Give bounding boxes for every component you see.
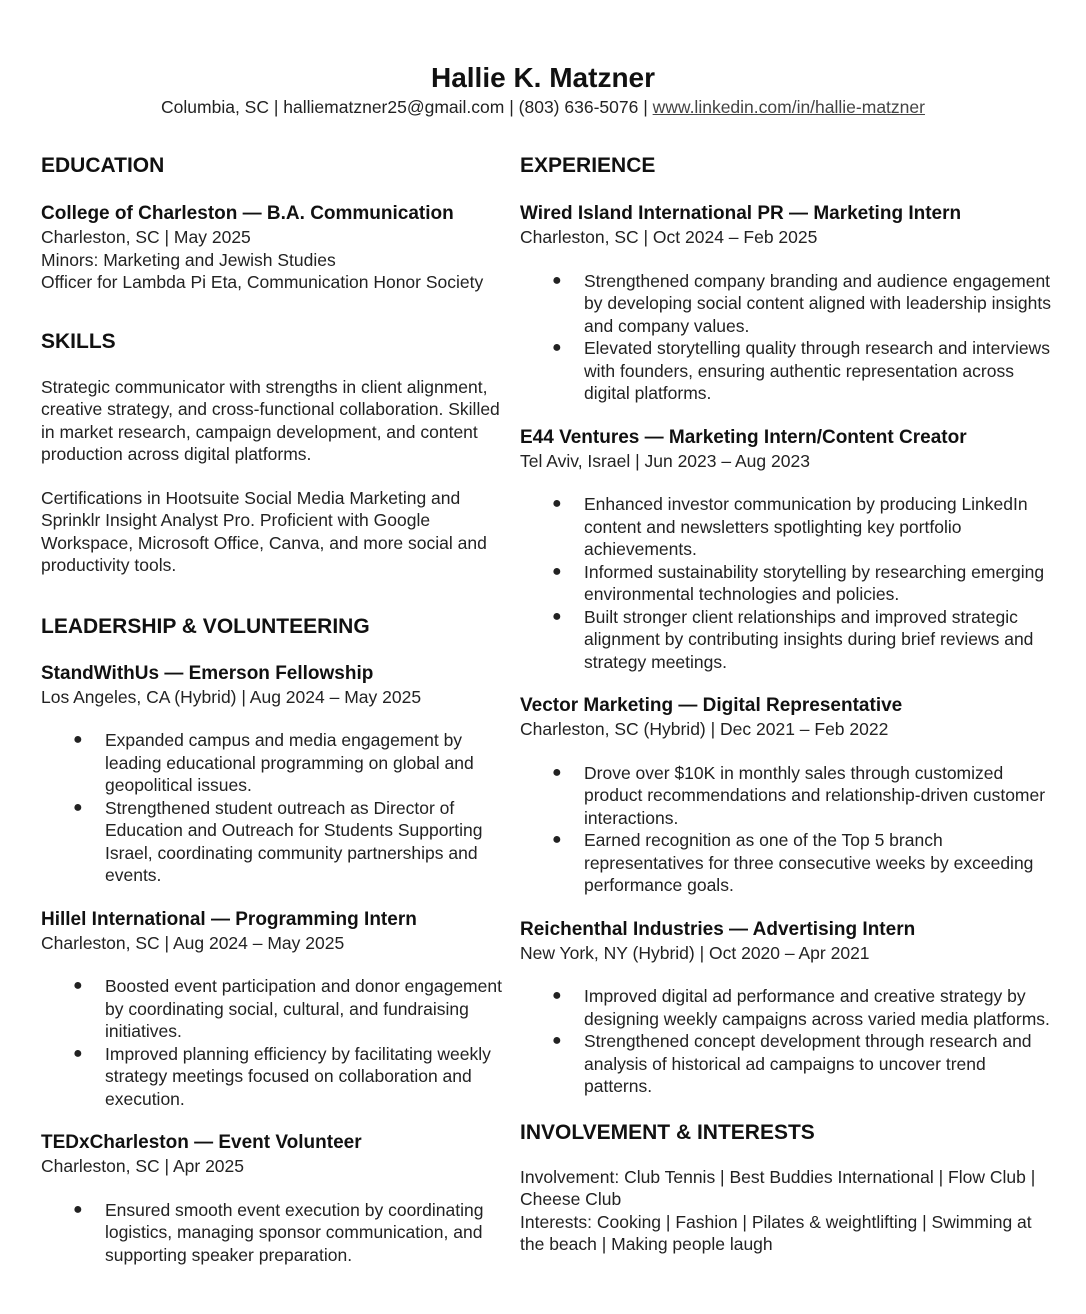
entry-title: Vector Marketing — Digital Representative: [520, 695, 903, 716]
contact-separator: |: [273, 97, 279, 117]
entry-meta: New York, NY (Hybrid) | Oct 2020 – Apr 2021: [520, 942, 870, 963]
list-item: ● Strengthened student outreach as Director of Education and Outreach for Students Supporting Israel, coordinating community partnerships and events.: [73, 797, 483, 885]
list-item: ● Built stronger client relationships and improved strategic alignment by contributing insights during brief reviews and strategy meetings.: [552, 606, 1034, 672]
bullet-icon: ●: [552, 831, 562, 848]
entry-title: E44 Ventures — Marketing Intern/Content Creator: [520, 426, 967, 448]
bullet-list: [520, 270, 1055, 405]
contact-separator: |: [509, 97, 514, 117]
education-school: College of Charleston — B.A. Communication: [41, 203, 454, 224]
entry-meta: Los Angeles, CA (Hybrid) | Aug 2024 – May 2025: [41, 686, 422, 707]
bullet-icon: ●: [552, 763, 562, 781]
bullet-list: [520, 493, 1055, 673]
leadership-entry: [41, 662, 506, 887]
bullet-icon: ●: [73, 1044, 83, 1062]
list-item: ● Enhanced investor communication by producing LinkedIn content and newsletters spotlighting key portfolio achievements.: [552, 494, 1028, 559]
involvement-text: Involvement: Club Tennis | Best Buddies International | Flow Club | Cheese Club: [520, 1166, 1036, 1209]
education-heading: EDUCATION: [41, 154, 165, 177]
skills-heading: SKILLS: [41, 329, 116, 353]
experience-entry: [520, 426, 1055, 674]
bullet-icon: ●: [552, 339, 562, 356]
resume-header: [0, 60, 1086, 118]
education-officer: Officer for Lambda Pi Eta, Communication Honor Society: [41, 272, 484, 292]
entry-title: TEDxCharleston — Event Volunteer: [41, 1132, 362, 1153]
bullet-list: [41, 1199, 506, 1267]
list-item: ● Informed sustainability storytelling by researching emerging environmental technologies and policies.: [552, 561, 1045, 604]
entry-title: StandWithUs — Emerson Fellowship: [41, 662, 374, 684]
leadership-entry: [41, 908, 506, 1111]
bullet-list: [41, 729, 506, 887]
list-item: ● Strengthened company branding and audience engagement by developing social content aligned with leadership insights and company values.: [552, 270, 1051, 336]
leadership-heading: LEADERSHIP & VOLUNTEERING: [41, 614, 370, 638]
contact-phone: (803) 636-5076: [518, 97, 639, 117]
bullet-icon: ●: [552, 495, 562, 512]
candidate-name: Hallie K. Matzner: [430, 62, 656, 93]
bullet-list: [520, 762, 1055, 897]
bullet-list: [520, 985, 1055, 1098]
entry-title: Reichenthal Industries — Advertising Intern: [520, 918, 916, 940]
entry-title: Hillel International — Programming Intern: [41, 908, 417, 930]
list-item: ● Boosted event participation and donor engagement by coordinating social, cultural, and fundraising initiatives.: [73, 976, 502, 1041]
experience-entry: [520, 202, 1055, 405]
list-item: ● Strengthened concept development through research and analysis of historical ad campaigns to uncover trend patterns.: [552, 1031, 1032, 1096]
entry-meta: Charleston, SC | Apr 2025: [41, 1156, 244, 1176]
left-column: [41, 150, 506, 1266]
contact-location: Columbia, SC: [161, 97, 269, 117]
list-item: ● Expanded campus and media engagement by leading educational programming on global and geopolitical issues.: [73, 730, 474, 795]
contact-line: [0, 96, 1086, 118]
list-item: ● Earned recognition as one of the Top 5 branch representatives for three consecutive weeks by exceeding performance goals.: [552, 830, 1034, 895]
bullet-list: [41, 975, 506, 1110]
leadership-entry: [41, 1131, 506, 1266]
list-item: ● Improved digital ad performance and creative strategy by designing weekly campaigns across varied media platforms.: [552, 986, 1050, 1029]
bullet-icon: ●: [552, 987, 562, 1004]
bullet-icon: ●: [552, 271, 562, 289]
bullet-icon: ●: [73, 731, 83, 748]
bullet-icon: ●: [552, 607, 562, 625]
entry-meta: Charleston, SC | Oct 2024 – Feb 2025: [520, 227, 818, 247]
list-item: ● Improved planning efficiency by facilitating weekly strategy meetings focused on collaboration and execution.: [73, 1043, 491, 1109]
contact-separator: |: [643, 97, 648, 117]
bullet-icon: ●: [552, 1032, 562, 1049]
education-minors: Minors: Marketing and Jewish Studies: [41, 249, 336, 270]
skills-summary: Strategic communicator with strengths in client alignment, creative strategy, and cross-functional collaboration. Skilled in market research, campaign development, and content production across digital platforms.: [41, 376, 500, 464]
bullet-icon: ●: [73, 1200, 83, 1218]
experience-heading: EXPERIENCE: [520, 154, 656, 177]
entry-meta: Tel Aviv, Israel | Jun 2023 – Aug 2023: [520, 450, 810, 471]
linkedin-link[interactable]: www.linkedin.com/in/hallie-matzner: [652, 97, 925, 117]
skills-certifications: Certifications in Hootsuite Social Media Marketing and Sprinklr Insight Analyst Pro. Proficient with Google Workspace, Microsoft Office, Canva, and more social and productivity tools.: [41, 487, 487, 575]
experience-entry: [520, 918, 1055, 1098]
education-location-date: Charleston, SC | May 2025: [41, 227, 251, 247]
list-item: ● Elevated storytelling quality through research and interviews with founders, ensuring authentic representation across digital platforms.: [552, 338, 1050, 403]
right-column: [520, 150, 1055, 1256]
involvement-heading: INVOLVEMENT & INTERESTS: [520, 1120, 815, 1144]
bullet-icon: ●: [73, 977, 83, 994]
contact-email[interactable]: halliematzner25@gmail.com: [283, 97, 505, 117]
experience-entry: [520, 694, 1055, 897]
entry-meta: Charleston, SC (Hybrid) | Dec 2021 – Feb 2022: [520, 719, 889, 739]
entry-title: Wired Island International PR — Marketing Intern: [520, 203, 962, 224]
bullet-icon: ●: [552, 562, 562, 580]
list-item: ● Ensured smooth event execution by coordinating logistics, managing sponsor communication, and supporting speaker preparation.: [73, 1199, 484, 1265]
entry-meta: Charleston, SC | Aug 2024 – May 2025: [41, 932, 345, 953]
list-item: ● Drove over $10K in monthly sales through customized product recommendations and relationship-driven customer interactions.: [552, 762, 1046, 828]
interests-text: Interests: Cooking | Fashion | Pilates & weightlifting | Swimming at the beach | Making people laugh: [520, 1211, 1032, 1254]
bullet-icon: ●: [73, 798, 83, 816]
